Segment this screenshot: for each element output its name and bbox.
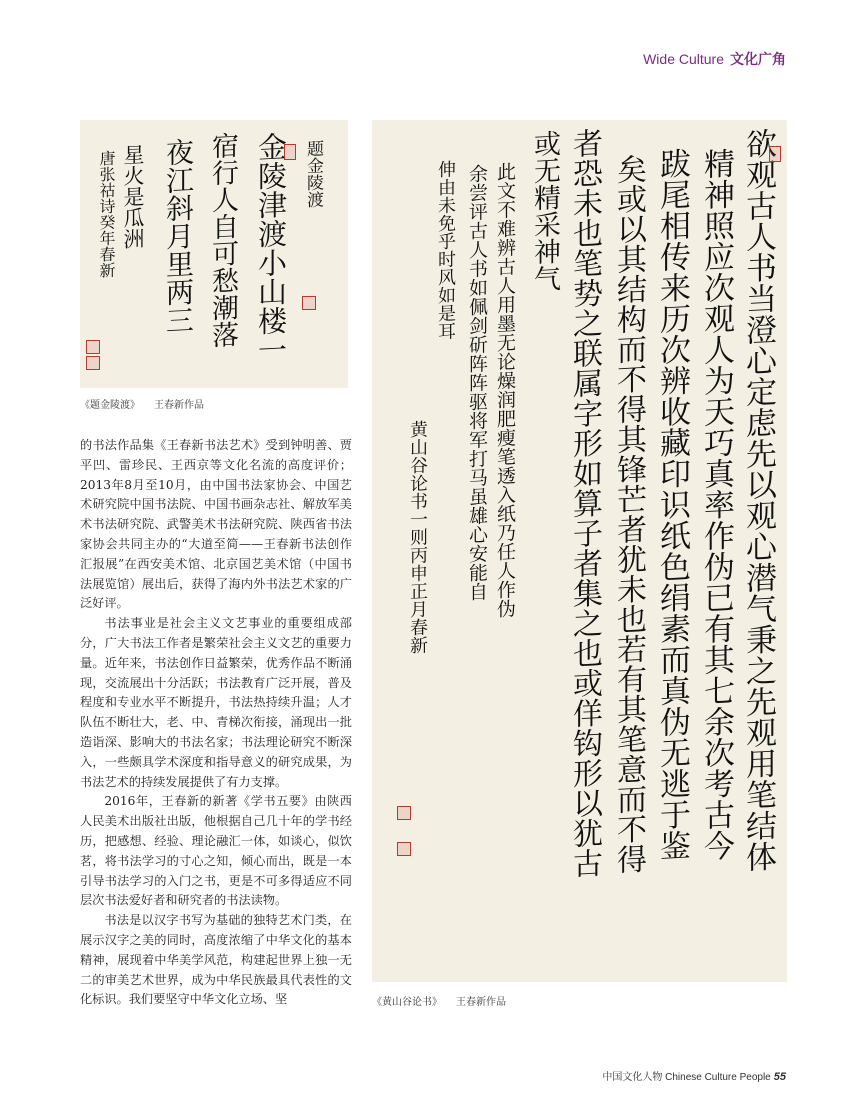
seal-stamp [86,356,100,370]
calligraphy-column: 者恐未也笔势之联属字形如算子者集之也或佯钩形以犹古 [567,127,602,879]
seal-stamp [284,144,296,160]
caption-title: 《题金陵渡》 [80,400,140,411]
caption-artist: 王春新作品 [456,997,506,1008]
artwork-jinling-du [80,120,348,388]
caption-artist: 王春新作品 [154,400,204,411]
section-tag [643,49,786,69]
section-name-cn: 文化广角 [730,51,786,67]
artwork-huangshangu-lunshu [372,120,787,982]
article-paragraph: 的书法作品集《王春新书法艺术》受到钟明善、贾平凹、雷珍民、王西京等文化名流的高度评价；2013年8月至10月，由中国书法家协会、中国艺术研究院中国书法院、中国书画杂志社、解放军美术书法研究院、武警美术书法研究院、陕西省书法家协会共同主办的“大道至简——王春新书法创作汇报展”在西安美术馆、北京国艺美术馆（中国书法展览馆）展出后，获得了海内外书法艺术家的广泛好评。 [80,438,352,611]
calligraphy-column: 唐张祜诗癸年春新 [97,149,116,279]
article-paragraph: 书法是以汉字书写为基础的独特艺术门类，在展示汉字之美的同时，高度浓缩了中华文化的基本精神，展现着中华美学风范，构建起世界上独一无二的审美艺术世界，成为中华民族最具代表性的文化标识。我们要坚守中华文化立场、坚 [80,913,352,1007]
calligraphy-column: 星火是瓜洲 [121,143,145,250]
calligraphy-column: 题金陵渡 [303,139,323,209]
artwork-caption [372,993,506,1008]
calligraphy-column: 矣或以其结构而不得其锋芒者犹未也若有其笔意而不得 [611,153,646,875]
page-number: 55 [773,1071,786,1083]
article-body [80,436,352,1010]
seal-stamp [769,146,781,162]
section-name-en: Wide Culture [643,51,724,67]
calligraphy-inscription: 此文不难辨古人用墨无论燥润肥瘦笔透入纸乃任人作伪 [494,161,516,619]
article-paragraph: 书法事业是社会主义文艺事业的重要组成部分，广大书法工作者是繁荣社会主义文艺的重要力量。近年来，书法创作日益繁荣，优秀作品不断涌现，交流展出十分活跃；书法教育广泛开展，普及程度和专业水平不断提升，书法热持续升温；人才队伍不断壮大，老、中、青梯次衔接，涌现出一批造诣深、影响大的书法名家；书法理论研究不断深入，一些颇具学术深度和指导意义的研究成果，为书法艺术的持续发展提供了有力支撑。 [80,616,352,789]
calligraphy-column: 夜江斜月里两三 [162,137,195,335]
calligraphy-inscription: 余尝评古人书如佩剑斫阵阵驱将军打马虽雄心安能自 [466,163,488,602]
calligraphy-column: 或无精采神气 [529,129,560,293]
calligraphy-column: 跋尾相传来历次辨收藏印识纸色绢素而真伪无逃于鉴 [654,147,690,862]
seal-stamp [86,340,100,354]
calligraphy-column: 宿行人自可愁潮落 [207,131,238,349]
seal-stamp [397,806,411,820]
calligraphy-column: 金陵津渡小山楼一 [254,131,288,365]
seal-stamp [397,842,411,856]
calligraphy-signature: 黄山谷论书一则丙申正月春新 [407,419,428,655]
caption-title: 《黄山谷论书》 [372,997,442,1008]
calligraphy-column: 精神照应次观人为天巧真率作伪已有其七余次考古今 [698,147,734,862]
artwork-caption [80,396,204,411]
calligraphy-inscription: 伸由未免乎时风如是耳 [435,159,456,341]
article-paragraph: 2016年，王春新的新著《学书五要》由陕西人民美术出版社出版，他根据自己几十年的学书经历，把感想、经验、理论融汇一体，如谈心，似饮茗，将书法学习的寸心之知，倾心而出，既是一本引导书法学习的入门之书，更是不可多得适应不同层次书法爱好者和研究者的书法读物。 [80,794,352,908]
publication-name: 中国文化人物 Chinese Culture People [602,1072,771,1083]
calligraphy-column: 欲观古人书当澄心定虑先以观心潜气秉之先观用笔结体 [740,127,776,873]
page-footer [602,1068,786,1083]
seal-stamp [302,296,316,310]
